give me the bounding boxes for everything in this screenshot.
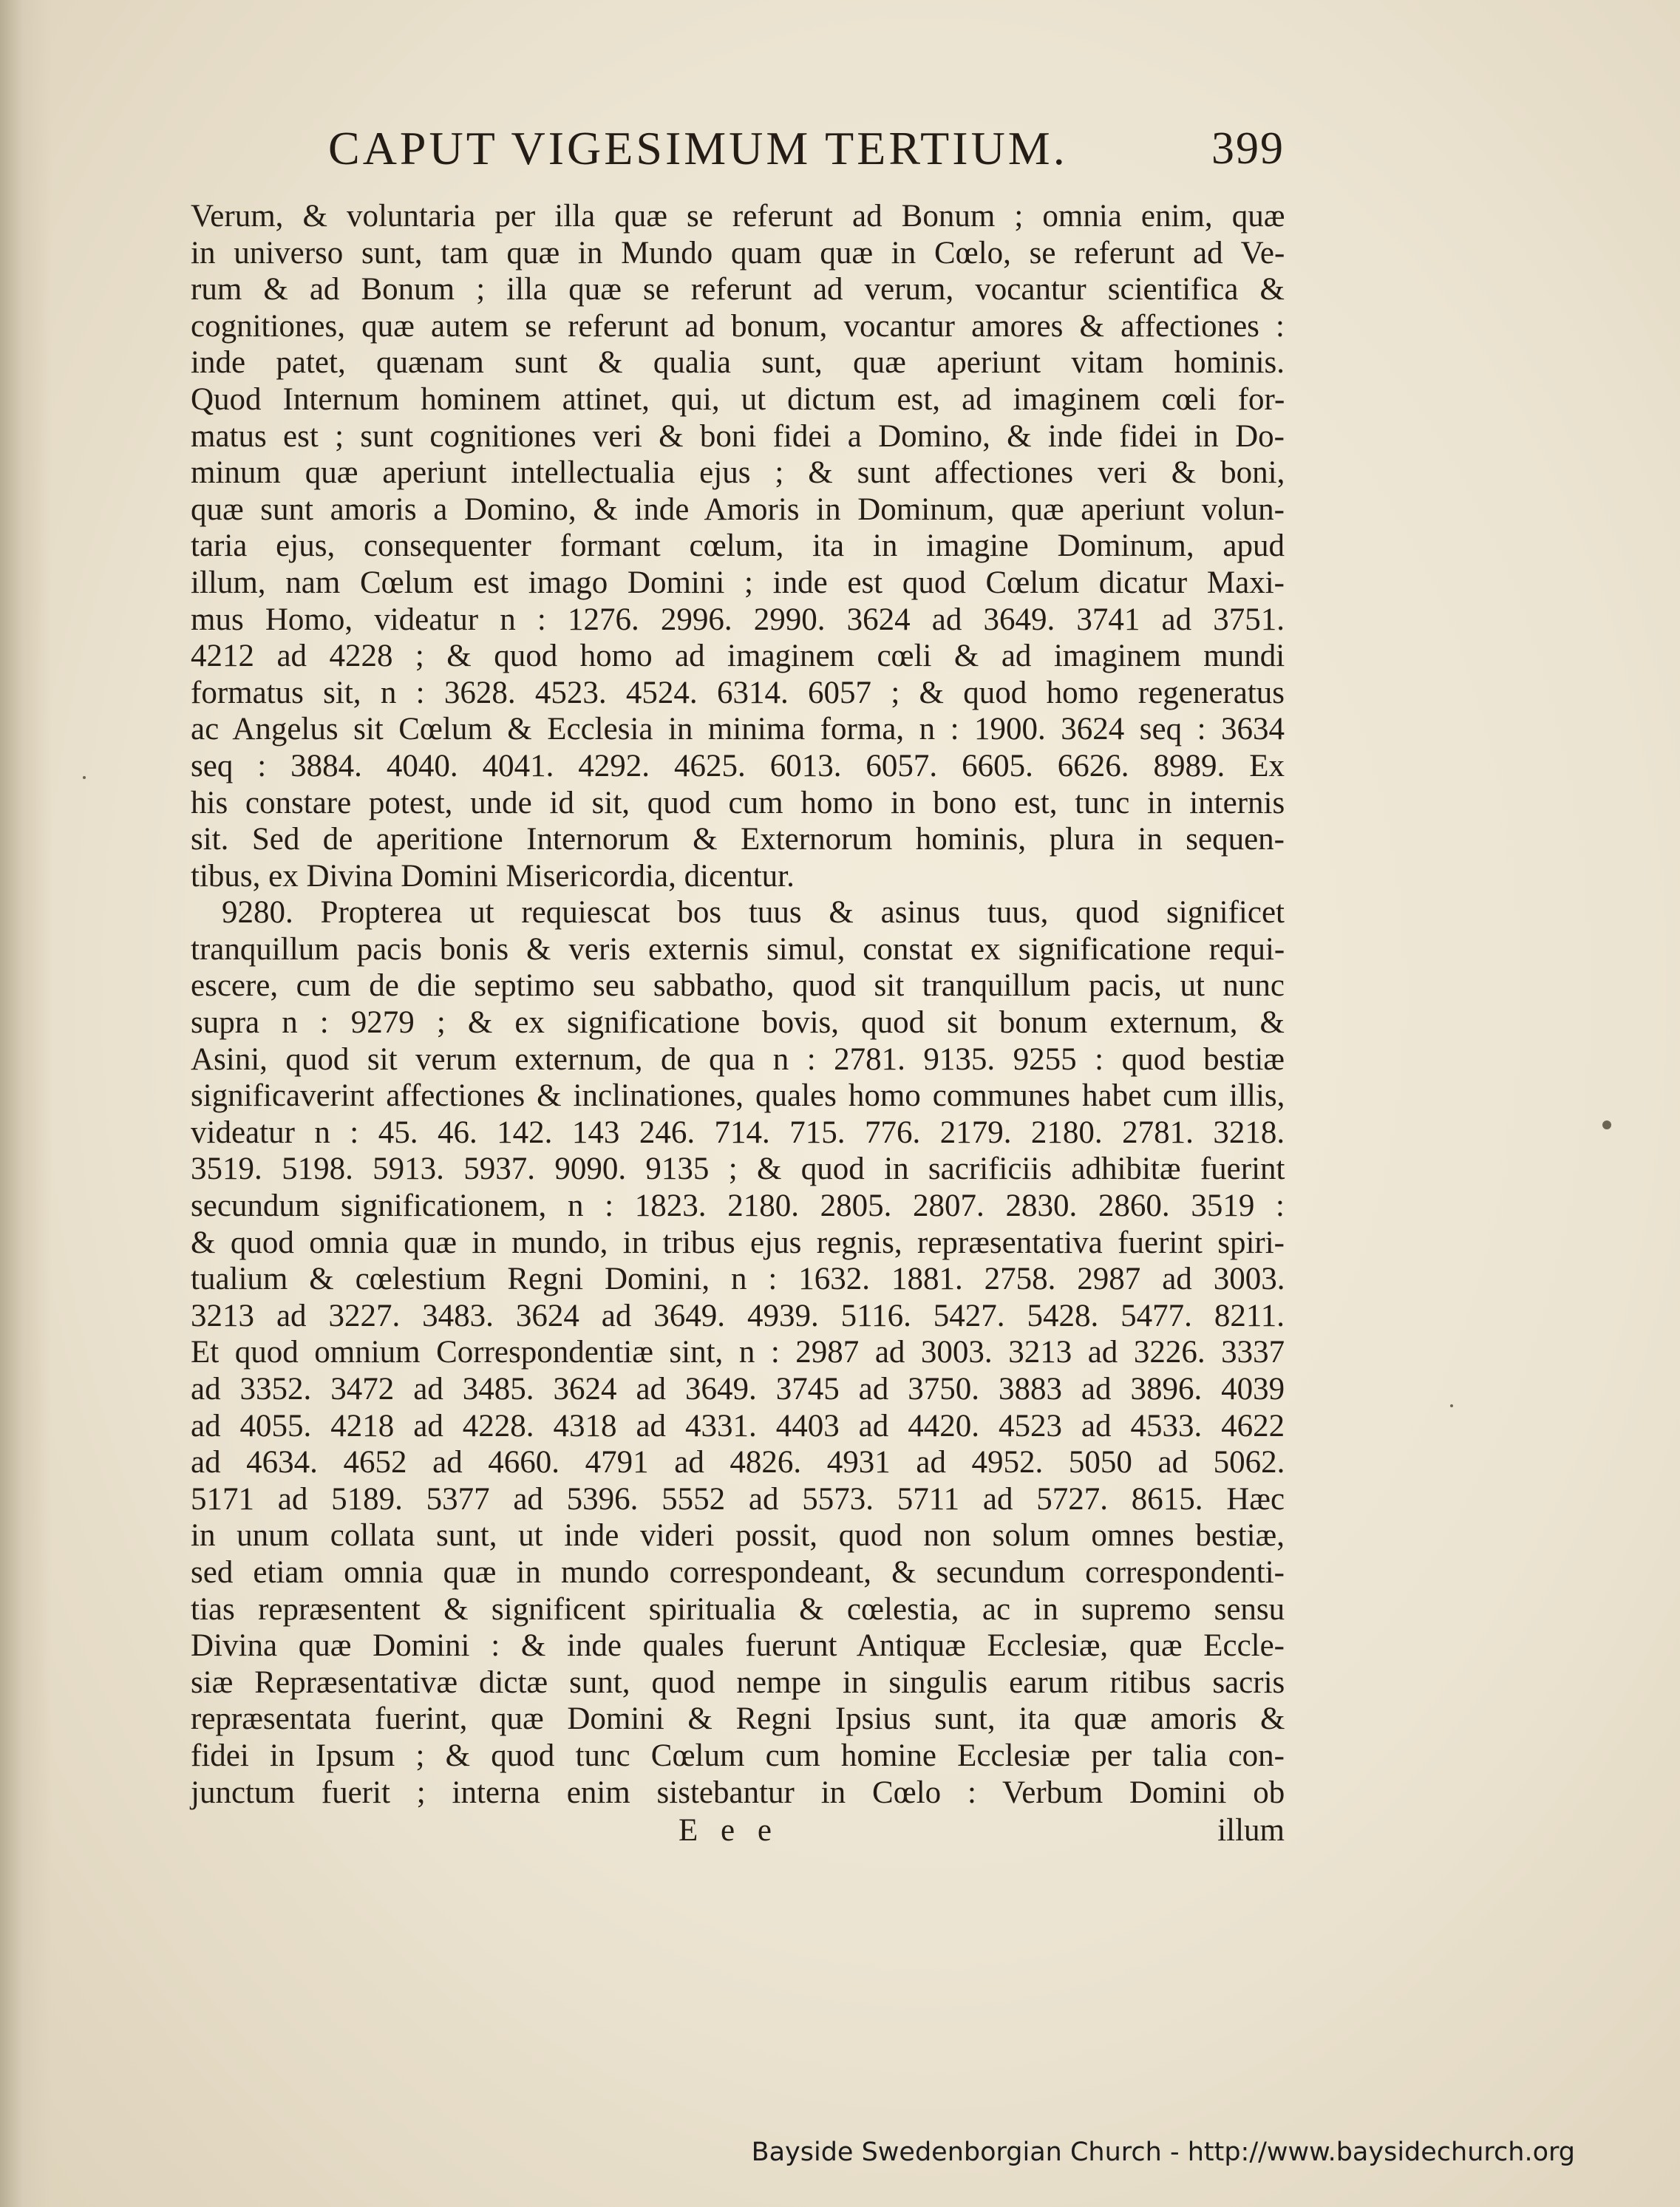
text-line: matus est ; sunt cognitiones veri & boni fidei a Domino, & inde fidei in Do-: [191, 418, 1285, 454]
book-page: [191, 118, 1285, 1857]
page-number: 399: [1211, 123, 1285, 174]
text-line: 9280. Propterea ut requiescat bos tuus & asinus tuus, quod significet: [222, 895, 1285, 931]
signature-mark: E e e: [679, 1813, 779, 1849]
text-line: videatur n : 45. 46. 142. 143 246. 714. 715. 776. 2179. 2180. 2781. 3218.: [191, 1115, 1285, 1150]
text-line: ad 4055. 4218 ad 4228. 4318 ad 4331. 4403 ad 4420. 4523 ad 4533. 4622: [191, 1408, 1285, 1443]
text-line: & quod omnia quæ in mundo, in tribus ejus regnis, repræsentativa fuerint spiri-: [191, 1225, 1285, 1260]
text-line: Asini, quod sit verum externum, de qua n : 2781. 9135. 9255 : quod bestiæ: [191, 1041, 1285, 1077]
watermark-text: Bayside Swedenborgian Church - http://www.baysidechurch.org: [751, 2138, 1575, 2167]
text-line: seq : 3884. 4040. 4041. 4292. 4625. 6013. 6057. 6605. 6626. 8989. Ex: [191, 748, 1285, 783]
text-line: Divina quæ Domini : & inde quales fuerunt Antiquæ Ecclesiæ, quæ Eccle-: [191, 1628, 1285, 1664]
text-line: his constare potest, unde id sit, quod cum homo in bono est, tunc in internis: [191, 785, 1285, 820]
text-line: Verum, & voluntaria per illa quæ se referunt ad Bonum ; omnia enim, quæ: [191, 199, 1285, 234]
text-line: tibus, ex Divina Domini Misericordia, dicentur.: [191, 858, 795, 894]
text-line: quæ sunt amoris a Domino, & inde Amoris in Dominum, quæ aperiunt volun-: [191, 492, 1285, 527]
text-line: minum quæ aperiunt intellectualia ejus ; & sunt affectiones veri & boni,: [191, 455, 1285, 491]
text-line: junctum fuerit ; interna enim sistebantur in Cœlo : Verbum Domini ob: [191, 1775, 1285, 1810]
text-line: rum & ad Bonum ; illa quæ se referunt ad verum, vocantur scientifica &: [191, 272, 1285, 307]
page-footer: [191, 1812, 1285, 1857]
text-line: 3519. 5198. 5913. 5937. 9090. 9135 ; & quod in sacrificiis adhibitæ fuerint: [191, 1152, 1285, 1187]
text-line: inde patet, quænam sunt & qualia sunt, quæ aperiunt vitam hominis.: [191, 345, 1285, 381]
text-line: tranquillum pacis bonis & veris externis simul, constat ex significatione requi-: [191, 931, 1285, 967]
text-line: Et quod omnium Correspondentiæ sint, n : 2987 ad 3003. 3213 ad 3226. 3337: [191, 1335, 1285, 1370]
catchword: illum: [1217, 1813, 1285, 1849]
text-line: 4212 ad 4228 ; & quod homo ad imaginem cœli & ad imaginem mundi: [191, 639, 1285, 674]
text-line: 3213 ad 3227. 3483. 3624 ad 3649. 4939. 5116. 5427. 5428. 5477. 8211.: [191, 1298, 1285, 1333]
text-line: ac Angelus sit Cœlum & Ecclesia in minima forma, n : 1900. 3624 seq : 3634: [191, 712, 1285, 747]
text-line: mus Homo, videatur n : 1276. 2996. 2990. 3624 ad 3649. 3741 ad 3751.: [191, 602, 1285, 637]
text-line: repræsentata fuerint, quæ Domini & Regni Ipsius sunt, ita quæ amoris &: [191, 1701, 1285, 1737]
text-line: taria ejus, consequenter formant cœlum, ita in imagine Dominum, apud: [191, 528, 1285, 564]
text-line: Quod Internum hominem attinet, qui, ut dictum est, ad imaginem cœli for-: [191, 381, 1285, 417]
paper-speck: [1450, 1404, 1453, 1407]
text-line: illum, nam Cœlum est imago Domini ; inde est quod Cœlum dicatur Maxi-: [191, 565, 1285, 600]
text-line: supra n : 9279 ; & ex significatione bovis, quod sit bonum externum, &: [191, 1005, 1285, 1041]
chapter-title: CAPUT VIGESIMUM TERTIUM.: [328, 122, 1068, 174]
text-line: escere, cum de die septimo seu sabbatho, quod sit tranquillum pacis, ut nunc: [191, 968, 1285, 1004]
text-line: sed etiam omnia quæ in mundo correspondeant, & secundum correspondenti-: [191, 1554, 1285, 1590]
paper-speck: [1602, 1120, 1611, 1129]
text-line: ad 4634. 4652 ad 4660. 4791 ad 4826. 4931 ad 4952. 5050 ad 5062.: [191, 1445, 1285, 1480]
gutter-shadow: [0, 0, 52, 2207]
running-head: [191, 118, 1285, 189]
text-line: fidei in Ipsum ; & quod tunc Cœlum cum homine Ecclesiæ per talia con-: [191, 1738, 1285, 1773]
text-line: in unum collata sunt, ut inde videri possit, quod non solum omnes bestiæ,: [191, 1518, 1285, 1554]
text-line: tualium & cœlestium Regni Domini, n : 1632. 1881. 2758. 2987 ad 3003.: [191, 1262, 1285, 1297]
paper-speck: [83, 776, 86, 779]
text-line: cognitiones, quæ autem se referunt ad bonum, vocantur amores & affectiones :: [191, 308, 1285, 344]
text-line: tias repræsentent & significent spiritualia & cœlestia, ac in supremo sensu: [191, 1591, 1285, 1627]
text-line: ad 3352. 3472 ad 3485. 3624 ad 3649. 3745 ad 3750. 3883 ad 3896. 4039: [191, 1372, 1285, 1407]
body-text: [191, 198, 1285, 1811]
text-line: secundum significationem, n : 1823. 2180. 2805. 2807. 2830. 2860. 3519 :: [191, 1188, 1285, 1224]
text-line: 5171 ad 5189. 5377 ad 5396. 5552 ad 5573. 5711 ad 5727. 8615. Hæc: [191, 1481, 1285, 1517]
text-line: significaverint affectiones & inclinationes, quales homo communes habet cum illis,: [191, 1078, 1285, 1114]
text-line: siæ Repræsentativæ dictæ sunt, quod nempe in singulis earum ritibus sacris: [191, 1664, 1285, 1700]
text-line: in universo sunt, tam quæ in Mundo quam quæ in Cœlo, se referunt ad Ve-: [191, 235, 1285, 271]
text-line: formatus sit, n : 3628. 4523. 4524. 6314. 6057 ; & quod homo regeneratus: [191, 675, 1285, 710]
text-line: sit. Sed de aperitione Internorum & Externorum hominis, plura in sequen-: [191, 822, 1285, 857]
